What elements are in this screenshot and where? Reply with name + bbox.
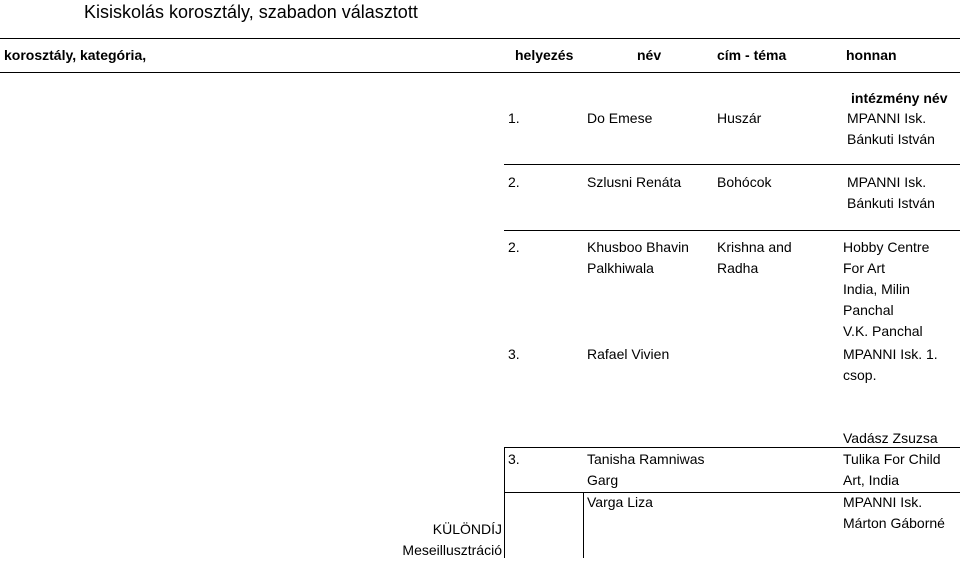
row-1-topic: Huszár bbox=[717, 110, 762, 126]
row-5-from: Tulika For Child Art, India bbox=[843, 451, 941, 488]
header-top-rule bbox=[0, 38, 960, 39]
row-5-place: 3. bbox=[508, 451, 520, 467]
header-topic: cím - téma bbox=[717, 47, 787, 63]
header-from: honnan bbox=[846, 47, 897, 63]
row-4-bottom-rule bbox=[504, 447, 960, 448]
row-4-place: 3. bbox=[508, 346, 520, 362]
row-3-from: Hobby Centre For Art India, Milin Panchal V.K. Panchal bbox=[843, 239, 930, 339]
row-2-name: Szlusni Renáta bbox=[587, 174, 682, 190]
row-1-bottom-rule bbox=[504, 164, 960, 165]
row-2-place: 2. bbox=[508, 174, 520, 190]
header-institution: intézmény név bbox=[851, 90, 948, 106]
row-2-topic: Bohócok bbox=[717, 174, 772, 190]
row-3-topic: Krishna and Radha bbox=[717, 239, 792, 276]
row-2-bottom-rule bbox=[504, 230, 960, 231]
row-1-place: 1. bbox=[508, 110, 520, 126]
header-place: helyezés bbox=[515, 47, 574, 63]
row-3-name: Khusboo Bhavin Palkhiwala bbox=[587, 239, 689, 276]
row-4-name: Rafael Vivien bbox=[587, 346, 670, 362]
row-4-from: MPANNI Isk. 1. csop. Vadász Zsuzsa bbox=[843, 346, 938, 446]
header-name: név bbox=[637, 47, 662, 63]
row-2-from: MPANNI Isk. Bánkuti István bbox=[847, 174, 935, 211]
page-title: Kisiskolás korosztály, szabadon választott bbox=[84, 2, 418, 22]
row-5-name: Tanisha Ramniwas Garg bbox=[587, 451, 705, 488]
row-6-name: Varga Liza bbox=[587, 494, 653, 510]
grid-vline-place bbox=[504, 447, 505, 558]
grid-vline-name bbox=[583, 492, 584, 558]
row-6-from: MPANNI Isk. Márton Gáborné bbox=[843, 494, 945, 531]
row-1-from: MPANNI Isk. Bánkuti István bbox=[847, 110, 935, 147]
row-6-category: KÜLÖNDÍJ Meseillusztráció bbox=[402, 521, 502, 558]
header-bottom-rule bbox=[0, 72, 960, 73]
row-3-place: 2. bbox=[508, 239, 520, 255]
header-category: korosztály, kategória, bbox=[4, 47, 147, 63]
row-1-name: Do Emese bbox=[587, 110, 653, 126]
